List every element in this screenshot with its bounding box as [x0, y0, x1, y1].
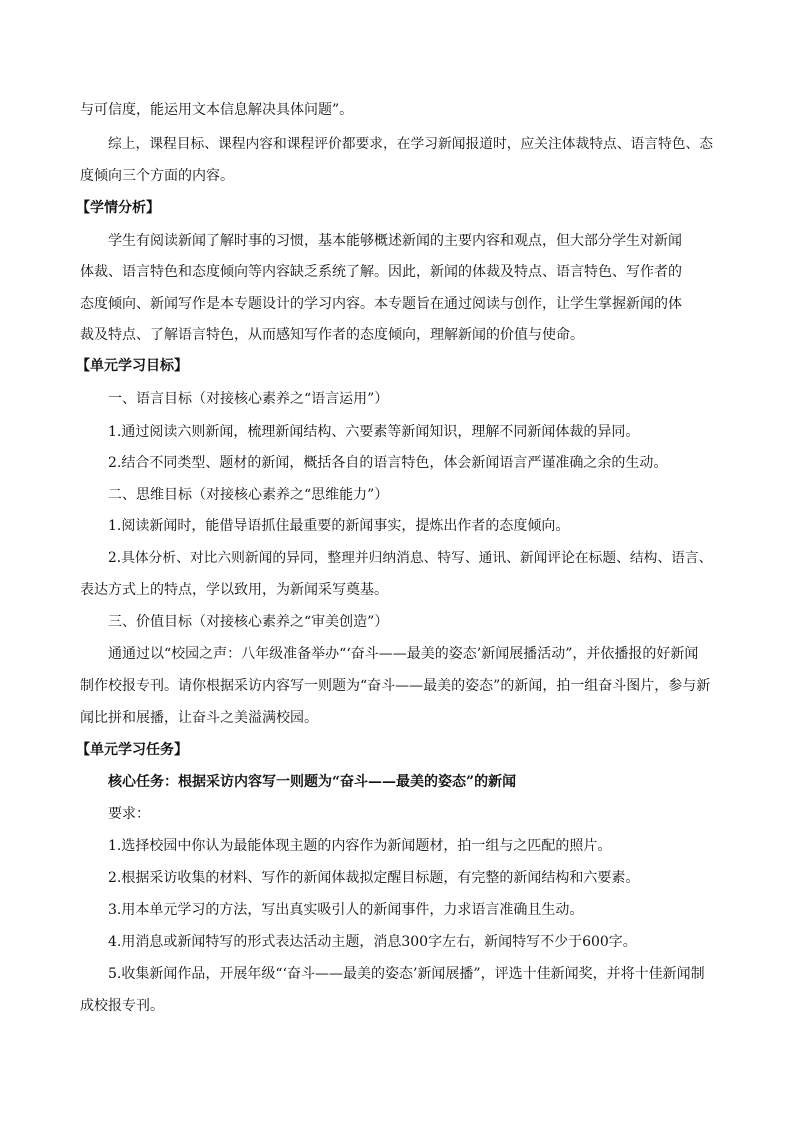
requirements-label: 要求：	[108, 806, 150, 822]
paragraph-line: 综上，课程目标、课程内容和课程评价都要求，在学习新闻报道时，应关注体裁特点、语言特色、态	[108, 136, 714, 152]
goal-title: 一、语言目标（对接核心素养之“语言运用”）	[108, 391, 389, 407]
paragraph-line: 度倾向三个方面的内容。	[80, 168, 234, 184]
goal-item: 1.阅读新闻时，能借导语抓住最重要的新闻事实，提炼出作者的态度倾向。	[108, 518, 570, 534]
paragraph-line: 态度倾向、新闻写作是本专题设计的学习内容。本专题旨在通过阅读与创作，让学生掌握新闻的体	[80, 296, 682, 312]
goal-item: 1.通过阅读六则新闻，梳理新闻结构、六要素等新闻知识，理解不同新闻体裁的异同。	[108, 424, 640, 440]
goal-title: 二、思维目标（对接核心素养之“思维能力”）	[108, 487, 389, 503]
paragraph-line: 与可信度，能运用文本信息解决具体问题”。	[80, 102, 354, 118]
goal-item: 2.具体分析、对比六则新闻的异同，整理并归纳消息、特写、通讯、新闻评论在标题、结构、语言、	[108, 550, 713, 566]
paragraph-line: 通通过以“校园之声：八年级准备举办“‘奋斗——最美的姿态’新闻展播活动”，并依播报的好新闻	[108, 646, 699, 662]
requirement-item: 2.根据采访收集的材料、写作的新闻体裁拟定醒目标题，有完整的新闻结构和六要素。	[108, 870, 640, 886]
requirement-item: 1.选择校园中你认为最能体现主题的内容作为新闻题材，拍一组与之匹配的照片。	[108, 838, 612, 854]
paragraph-line: 制作校报专刊。请你根据采访内容写一则题为“奋斗——最美的姿态”的新闻，拍一组奋斗图片，参与新	[80, 678, 711, 694]
requirement-item: 3.用本单元学习的方法，写出真实吸引人的新闻事件，力求语言准确且生动。	[108, 902, 584, 918]
paragraph-line: 闻比拼和展播，让奋斗之美溢满校园。	[80, 710, 318, 726]
section-heading-renwu: 【单元学习任务】	[76, 742, 188, 758]
goal-item: 表达方式上的特点，学以致用，为新闻采写奠基。	[80, 582, 388, 598]
requirement-item: 5.收集新闻作品，开展年级“‘奋斗——最美的姿态’新闻展播”，评选十佳新闻奖，并将十佳新闻制	[108, 966, 705, 982]
goal-title: 三、价值目标（对接核心素养之“审美创造”）	[108, 614, 389, 630]
goal-item: 2.结合不同类型、题材的新闻，概括各自的语言特色，体会新闻语言严谨准确之余的生动。	[108, 455, 668, 471]
section-heading-mubiao: 【单元学习目标】	[76, 358, 188, 374]
requirement-item: 4.用消息或新闻特写的形式表达活动主题，消息300字左右，新闻特写不少于600字。	[108, 934, 637, 950]
section-heading-xueqing: 【学情分析】	[76, 200, 160, 216]
paragraph-line: 体裁、语言特色和态度倾向等内容缺乏系统了解。因此，新闻的体裁及特点、语言特色、写作者的	[80, 264, 682, 280]
requirement-item: 成校报专刊。	[80, 998, 164, 1014]
core-task: 核心任务：根据采访内容写一则题为“奋斗——最美的姿态”的新闻	[108, 774, 517, 790]
paragraph-line: 裁及特点、了解语言特色，从而感知写作者的态度倾向，理解新闻的价值与使命。	[80, 327, 584, 343]
paragraph-line: 学生有阅读新闻了解时事的习惯，基本能够概述新闻的主要内容和观点，但大部分学生对新闻	[108, 233, 682, 249]
